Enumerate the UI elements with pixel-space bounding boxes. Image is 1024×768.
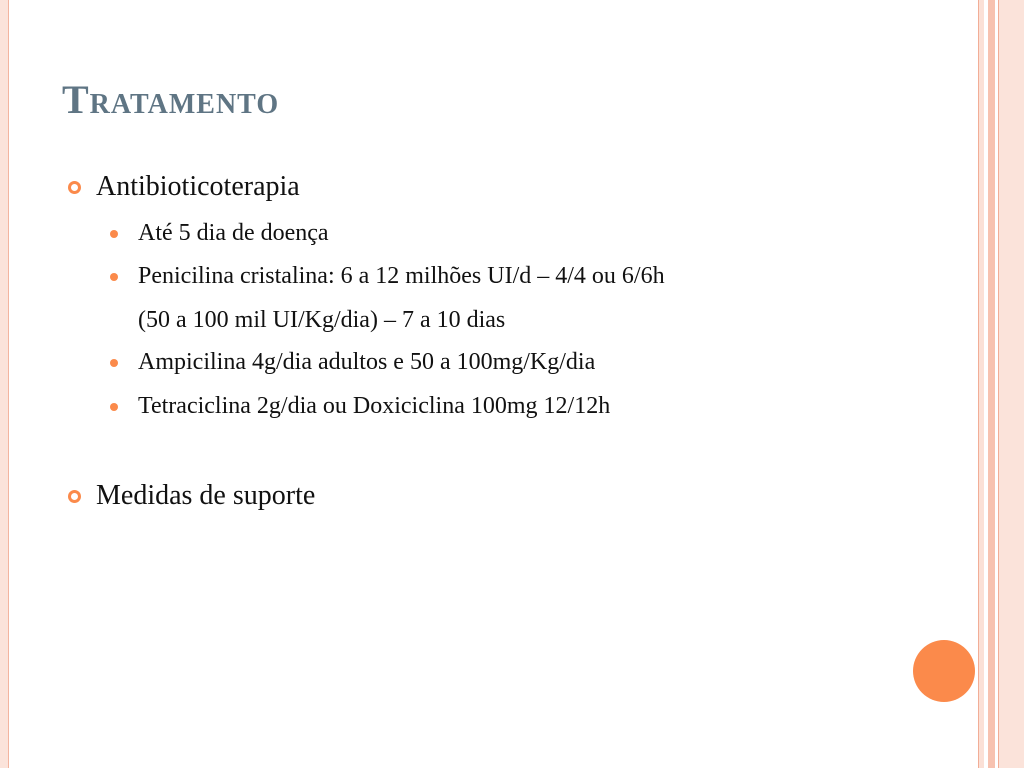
bullet-text: Medidas de suporte (96, 480, 316, 511)
right-stripe-decoration (988, 0, 995, 768)
sub-bullet-text: Até 5 dia de doença (138, 220, 329, 246)
ring-bullet-icon (68, 181, 81, 194)
ring-bullet-icon (68, 490, 81, 503)
sub-bullet-text: Ampicilina 4g/dia adultos e 50 a 100mg/Kg/dia (138, 349, 596, 375)
right-border-decoration (998, 0, 1024, 768)
sub-bullet-text: Penicilina cristalina: 6 a 12 milhões UI/d – 4/4 ou 6/6h (138, 263, 665, 289)
dot-bullet-icon (110, 230, 118, 238)
sub-bullet-text: (50 a 100 mil UI/Kg/dia) – 7 a 10 dias (138, 307, 506, 333)
dot-bullet-icon (110, 359, 118, 367)
sub-bullet-text: Tetraciclina 2g/dia ou Doxiciclina 100mg 12/12h (138, 393, 611, 419)
dot-bullet-icon (110, 403, 118, 411)
dot-bullet-icon (110, 273, 118, 281)
bullet-text: Antibioticoterapia (96, 171, 300, 202)
slide-title: Tratamento (62, 77, 280, 122)
